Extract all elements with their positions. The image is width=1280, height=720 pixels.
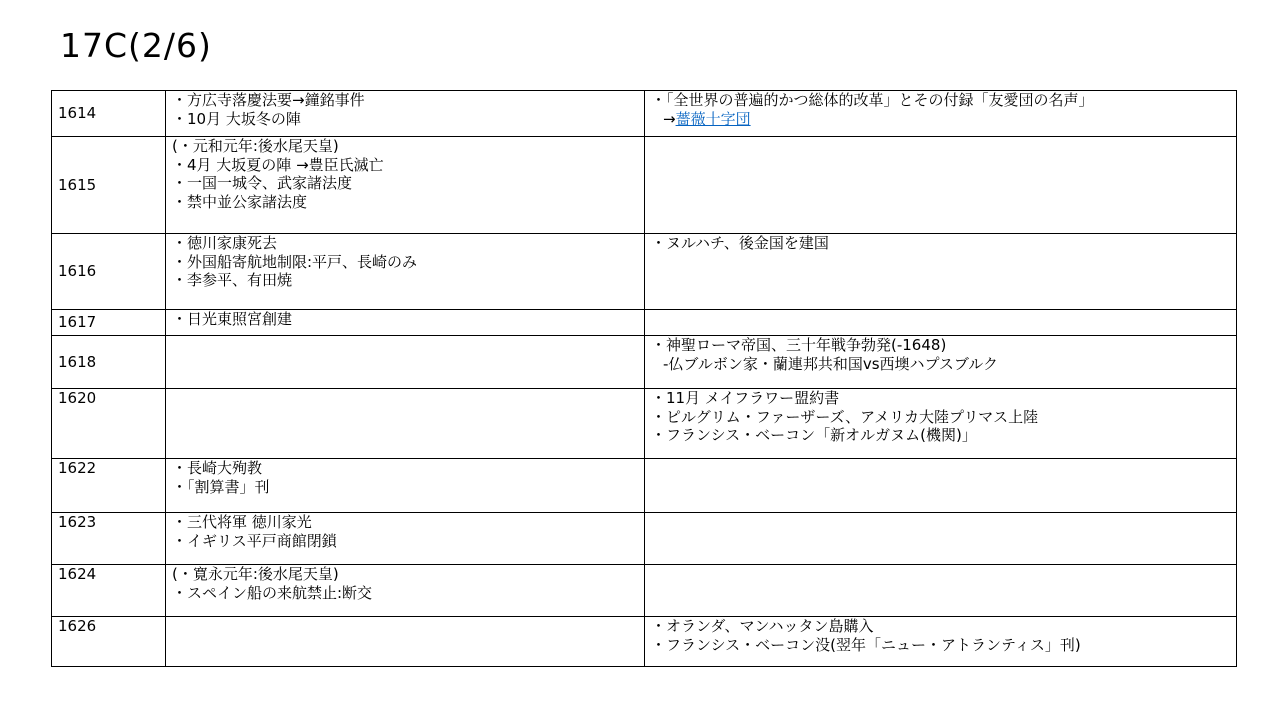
event-text: ・禁中並公家諸法度	[172, 192, 308, 211]
world-events-cell	[645, 234, 1237, 310]
event-text: ・李参平、有田焼	[172, 271, 293, 289]
table-row	[52, 389, 1237, 459]
event-text: ・ピルグリム・ファーザーズ、アメリカ大陸プリマス上陸	[651, 407, 1039, 426]
event-text: -仏ブルボン家・蘭連邦共和国vs西墺ハプスブルク	[663, 354, 999, 373]
year-cell: 1615	[52, 137, 166, 234]
event-text: ・10月 大坂冬の陣	[172, 109, 301, 128]
timeline-table	[51, 90, 1237, 667]
japan-events-cell	[166, 617, 645, 667]
world-events-cell	[645, 336, 1237, 389]
table-row	[52, 234, 1237, 310]
event-text: ・三代将軍 徳川家光	[172, 513, 312, 531]
event-text: ・日光東照宮創建	[172, 310, 293, 328]
japan-events-cell	[166, 336, 645, 389]
japan-events-cell	[166, 513, 645, 565]
table-row	[52, 617, 1237, 667]
world-events-cell	[645, 459, 1237, 513]
year-cell: 1623	[52, 513, 166, 565]
event-text: ・イギリス平戸商館閉鎖	[172, 531, 337, 550]
year-cell: 1616	[52, 234, 166, 310]
event-text: ・「全世界の普遍的かつ総体的改革」とその付録「友愛団の名声」	[651, 91, 1094, 109]
event-text: ・フランシス・ベーコン「新オルガヌム(機関)」	[651, 426, 977, 444]
year-cell: 1622	[52, 459, 166, 513]
table-row	[52, 91, 1237, 137]
world-events-cell	[645, 513, 1237, 565]
page-title: 17C(2/6)	[60, 26, 212, 65]
event-text: ・「割算書」刊	[172, 477, 270, 496]
event-text: ・長崎大殉教	[172, 459, 263, 477]
event-text: ・徳川家康死去	[172, 234, 278, 252]
event-text: ・一国一城令、武家諸法度	[172, 174, 353, 192]
table-row	[52, 336, 1237, 389]
world-events-cell	[645, 91, 1237, 137]
japan-events-cell	[166, 565, 645, 617]
year-cell: 1614	[52, 91, 166, 137]
japan-events-cell	[166, 459, 645, 513]
event-text: ・オランダ、マンハッタン島購入	[651, 617, 874, 635]
table-row	[52, 565, 1237, 617]
event-text: ・スペイン船の来航禁止:断交	[172, 583, 373, 602]
event-text: (・寛永元年:後水尾天皇)	[172, 565, 339, 583]
event-text: (・元和元年:後水尾天皇)	[172, 137, 339, 155]
table-row	[52, 310, 1237, 336]
japan-events-cell	[166, 137, 645, 234]
rosicrucian-link[interactable]: 薔薇十字団	[675, 109, 751, 128]
year-cell: 1620	[52, 389, 166, 459]
world-events-cell	[645, 137, 1237, 234]
world-events-cell	[645, 617, 1237, 667]
event-text: ・神聖ローマ帝国、三十年戦争勃発(-1648)	[651, 336, 947, 354]
event-text: ・11月 メイフラワー盟約書	[651, 389, 840, 407]
japan-events-cell	[166, 389, 645, 459]
japan-events-cell	[166, 91, 645, 137]
world-events-cell	[645, 310, 1237, 336]
world-events-cell	[645, 565, 1237, 617]
table-row	[52, 513, 1237, 565]
event-text: ・フランシス・ベーコン没(翌年「ニュー・アトランティス」刊)	[651, 635, 1081, 654]
event-text: ・ヌルハチ、後金国を建国	[651, 234, 829, 252]
world-events-cell	[645, 389, 1237, 459]
year-cell: 1624	[52, 565, 166, 617]
event-text: ・方広寺落慶法要→鐘銘事件	[172, 91, 365, 109]
japan-events-cell	[166, 310, 645, 336]
event-text-with-link	[651, 110, 1230, 129]
year-cell: 1618	[52, 336, 166, 389]
event-text: ・4月 大坂夏の陣 →豊臣氏滅亡	[172, 155, 384, 174]
event-text: ・外国船寄航地制限:平戸、長崎のみ	[172, 252, 418, 271]
year-cell: 1626	[52, 617, 166, 667]
japan-events-cell	[166, 234, 645, 310]
table-row	[52, 137, 1237, 234]
arrow-text: →	[663, 109, 676, 128]
table-row	[52, 459, 1237, 513]
year-cell: 1617	[52, 310, 166, 336]
